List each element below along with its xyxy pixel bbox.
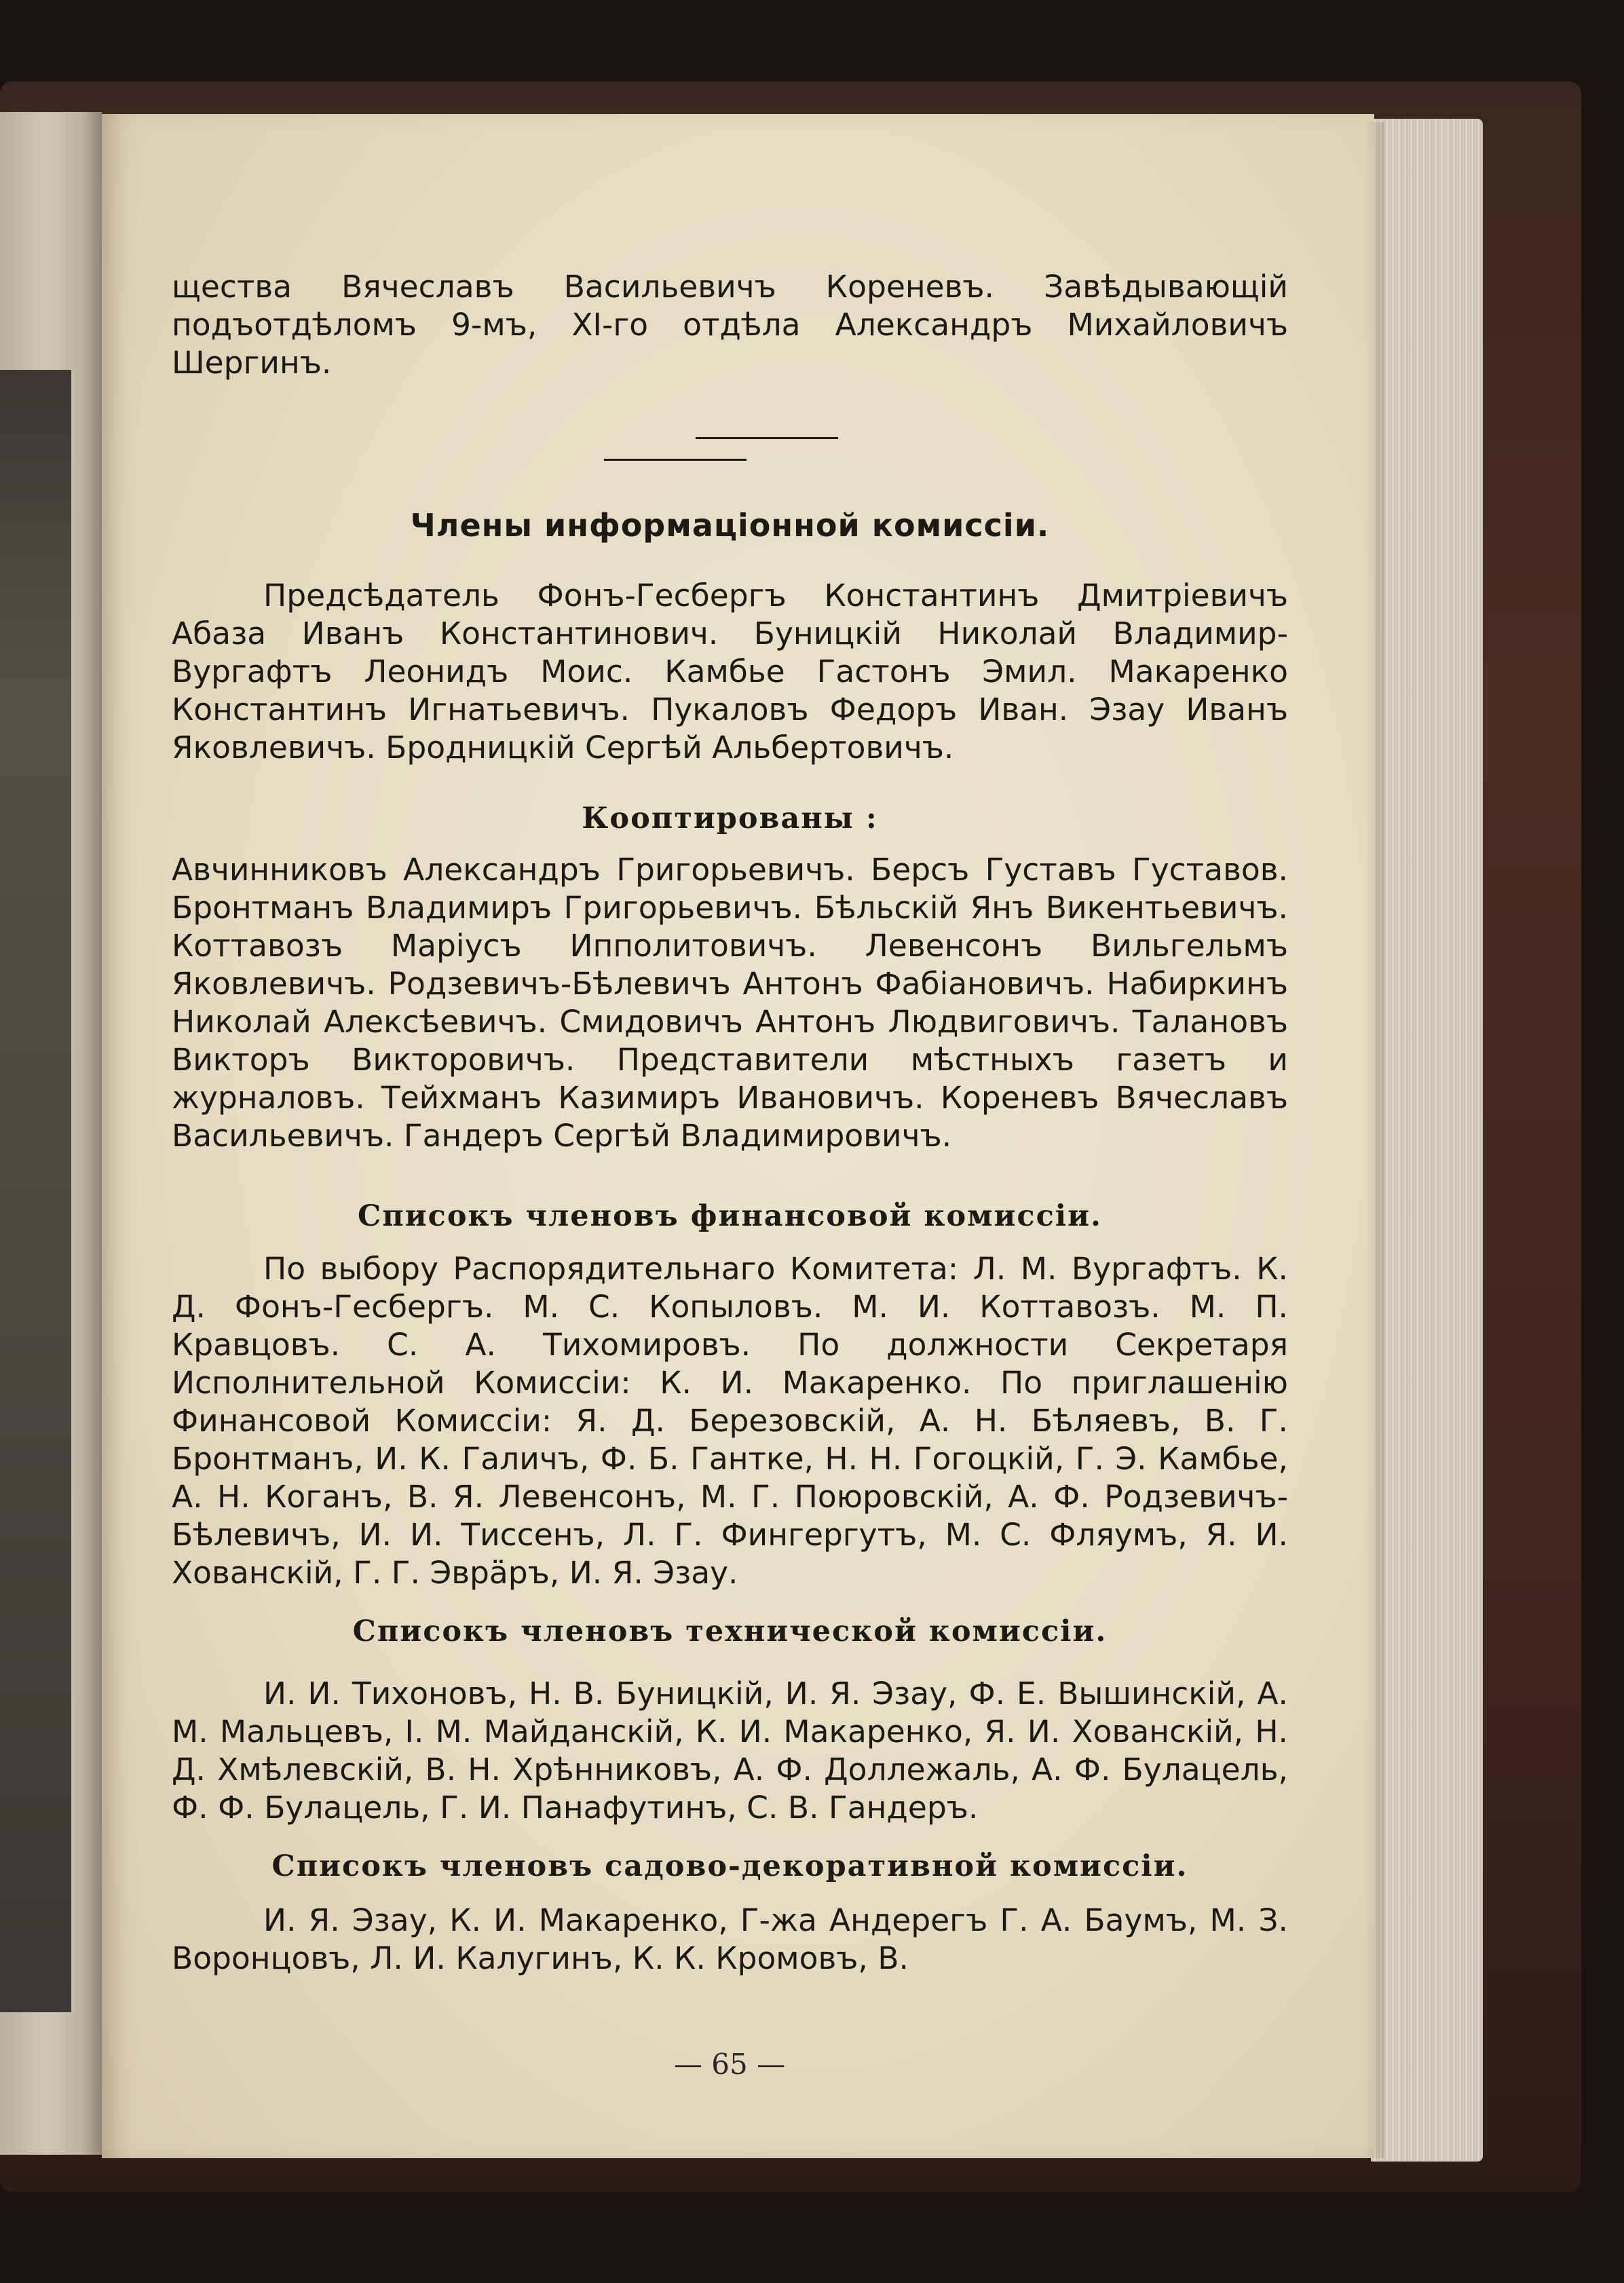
intro-paragraph: щества Вячеславъ Васильевичъ Кореневъ. Завѣдывающій подъотдѣломъ 9-мъ, XI-го отдѣла Александръ Михайловичъ Шергинъ.: [172, 269, 1288, 381]
garden-commission-heading: Списокъ членовъ садово-декоративной комиссіи.: [271, 1849, 1188, 1883]
finance-commission-body: По выбору Распорядительнаго Комитета: Л. М. Вургафтъ. К. Д. Фонъ-Гесбергъ. М. С. Копыловъ. М. И. Коттавозъ. М. П. Кравцовъ. С. А. Тихомировъ. По должности Секретаря Исполнительной Комиссіи: К. И. Макаренко. По приглашенію Финансовой Комиссіи: Я. Д. Березовскій, А. Н. Бѣляевъ, В. Г. Бронтманъ, И. К. Галичъ, Ф. Б. Гантке, Н. Н. Гогоцкій, Г. Э. Камбье, А. Н. Коганъ, В. Я. Левенсонъ, М. Г. Поюровскій, А. Ф. Родзевичъ-Бѣлевичъ, И. И. Тиссенъ, Л. Г. Фингергутъ, М. С. Фляумъ, Я. И. Хованскій, Г. Г. Эврäръ, И. Я. Эзау.: [172, 1251, 1288, 1591]
page-content: [172, 268, 1288, 1978]
technical-commission-heading: Списокъ членовъ технической комиссіи.: [352, 1615, 1108, 1648]
info-commission-heading: Члены информаціонной комиссіи.: [410, 507, 1050, 544]
coopted-body: Авчинниковъ Александръ Григорьевичъ. Берсъ Густавъ Густавов. Бронтманъ Владимиръ Григорьевичъ. Бѣльскій Янъ Викентьевичъ. Коттавозъ Маріусъ Ипполитовичъ. Левенсонъ Вильгельмъ Яковлевичъ. Родзевичъ-Бѣлевичъ Антонъ Фабіановичъ. Набиркинъ Николай Алексѣевичъ. Смидовичъ Антонъ Людвиговичъ. Талановъ Викторъ Викторовичъ. Представители мѣстныхъ газетъ и журналовъ. Тейхманъ Казимиръ Ивановичъ. Кореневъ Вячеславъ Васильевичъ. Гандеръ Сергѣй Владимировичъ.: [172, 852, 1288, 1154]
page-number: — 65 —: [673, 2048, 786, 2081]
coopted-heading: Кооптированы :: [582, 801, 878, 835]
info-commission-body: Предсѣдатель Фонъ-Гесбергъ Константинъ Дмитріевичъ Абаза Иванъ Константинович. Буницкій Николай Владимир- Вургафтъ Леонидъ Моис. Камбье Гастонъ Эмил. Макаренко Константинъ Игнатьевичъ. Пукаловъ Федоръ Иван. Эзау Иванъ Яковлевичъ. Бродницкій Сергѣй Альбертовичъ.: [172, 578, 1288, 766]
technical-commission-body: И. И. Тихоновъ, Н. В. Буницкій, И. Я. Эзау, Ф. Е. Вышинскій, А. М. Мальцевъ, І. М. Майданскій, К. И. Макаренко, Я. И. Хованскій, Н. Д. Хмѣлевскій, В. Н. Хрѣнниковъ, А. Ф. Доллежаль, А. Ф. Булацель, Ф. Ф. Булацель, Г. И. Панафутинъ, С. В. Гандеръ.: [172, 1676, 1288, 1826]
garden-commission-body: И. Я. Эзау, К. И. Макаренко, Г-жа Андерегъ Г. А. Баумъ, М. З. Воронцовъ, Л. И. Калугинъ, К. К. Кромовъ, В.: [172, 1902, 1288, 1976]
facing-page-photo: [0, 370, 71, 2012]
finance-commission-heading: Списокъ членовъ финансовой комиссіи.: [358, 1199, 1102, 1233]
gutter-shadow: [1364, 122, 1384, 2158]
page-edges: [1371, 119, 1483, 2162]
